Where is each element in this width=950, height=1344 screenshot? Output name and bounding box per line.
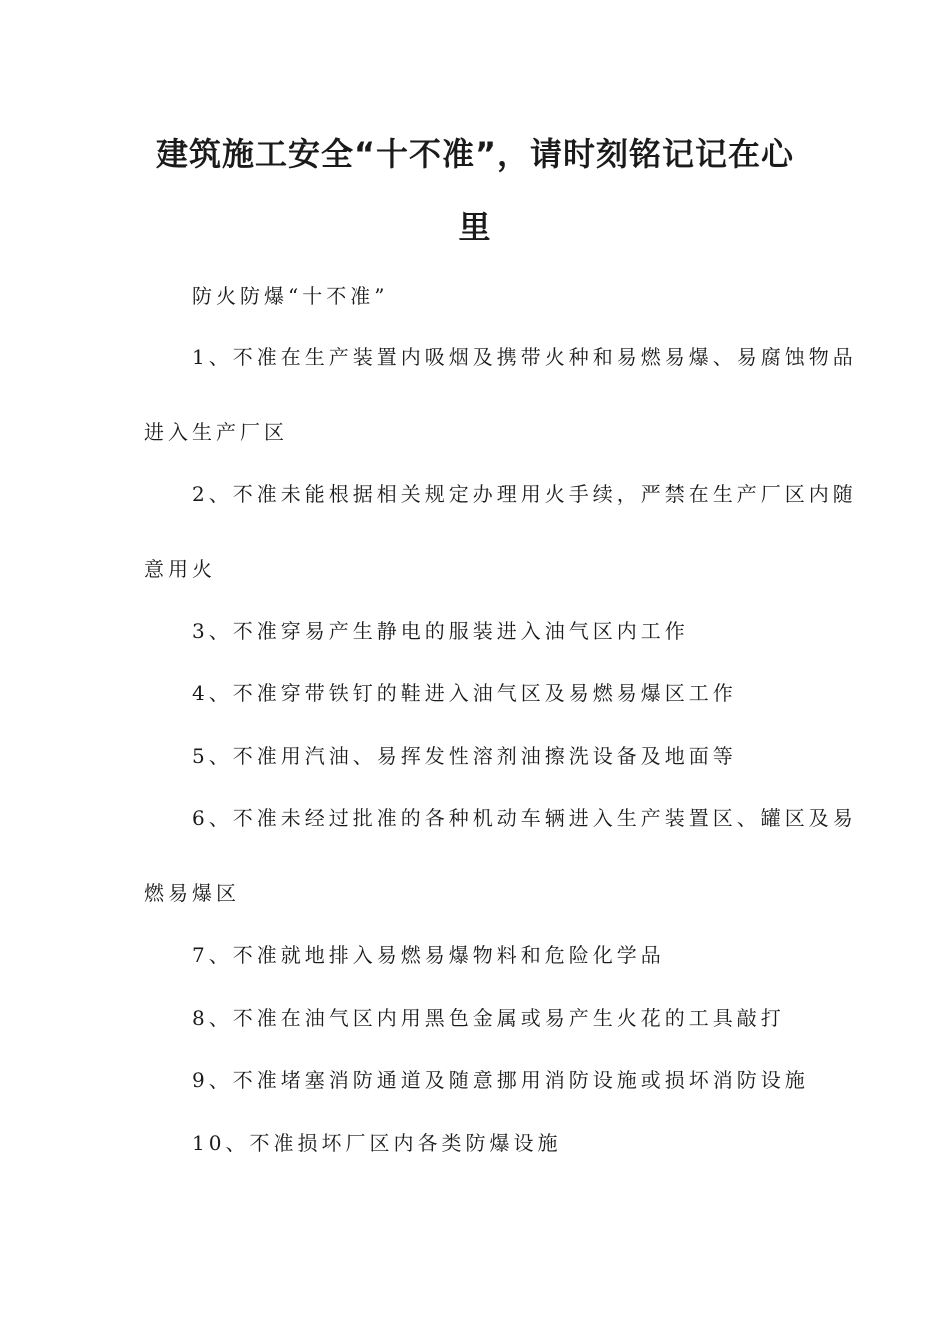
- list-item-1-continuation: 进入生产厂区: [144, 420, 288, 444]
- list-item-3: 3、不准穿易产生静电的服装进入油气区内工作: [192, 619, 689, 643]
- document-title-line-2: 里: [458, 208, 492, 246]
- list-item-1: 1、不准在生产装置内吸烟及携带火种和易燃易爆、易腐蚀物品: [192, 345, 857, 369]
- list-item-10: 10、不准损坏厂区内各类防爆设施: [192, 1131, 562, 1155]
- list-item-2-continuation: 意用火: [144, 557, 216, 581]
- section-heading: 防火防爆“十不准”: [192, 284, 389, 308]
- list-item-7: 7、不准就地排入易燃易爆物料和危险化学品: [192, 943, 665, 967]
- list-item-5: 5、不准用汽油、易挥发性溶剂油擦洗设备及地面等: [192, 744, 737, 768]
- list-item-2: 2、不准未能根据相关规定办理用火手续，严禁在生产厂区内随: [192, 482, 857, 506]
- list-item-6: 6、不准未经过批准的各种机动车辆进入生产装置区、罐区及易: [192, 806, 857, 830]
- list-item-8: 8、不准在油气区内用黑色金属或易产生火花的工具敲打: [192, 1006, 785, 1030]
- list-item-9: 9、不准堵塞消防通道及随意挪用消防设施或损坏消防设施: [192, 1068, 809, 1092]
- document-title-line-1: 建筑施工安全“十不准”，请时刻铭记记在心: [155, 135, 795, 173]
- list-item-4: 4、不准穿带铁钉的鞋进入油气区及易燃易爆区工作: [192, 681, 737, 705]
- list-item-6-continuation: 燃易爆区: [144, 881, 240, 905]
